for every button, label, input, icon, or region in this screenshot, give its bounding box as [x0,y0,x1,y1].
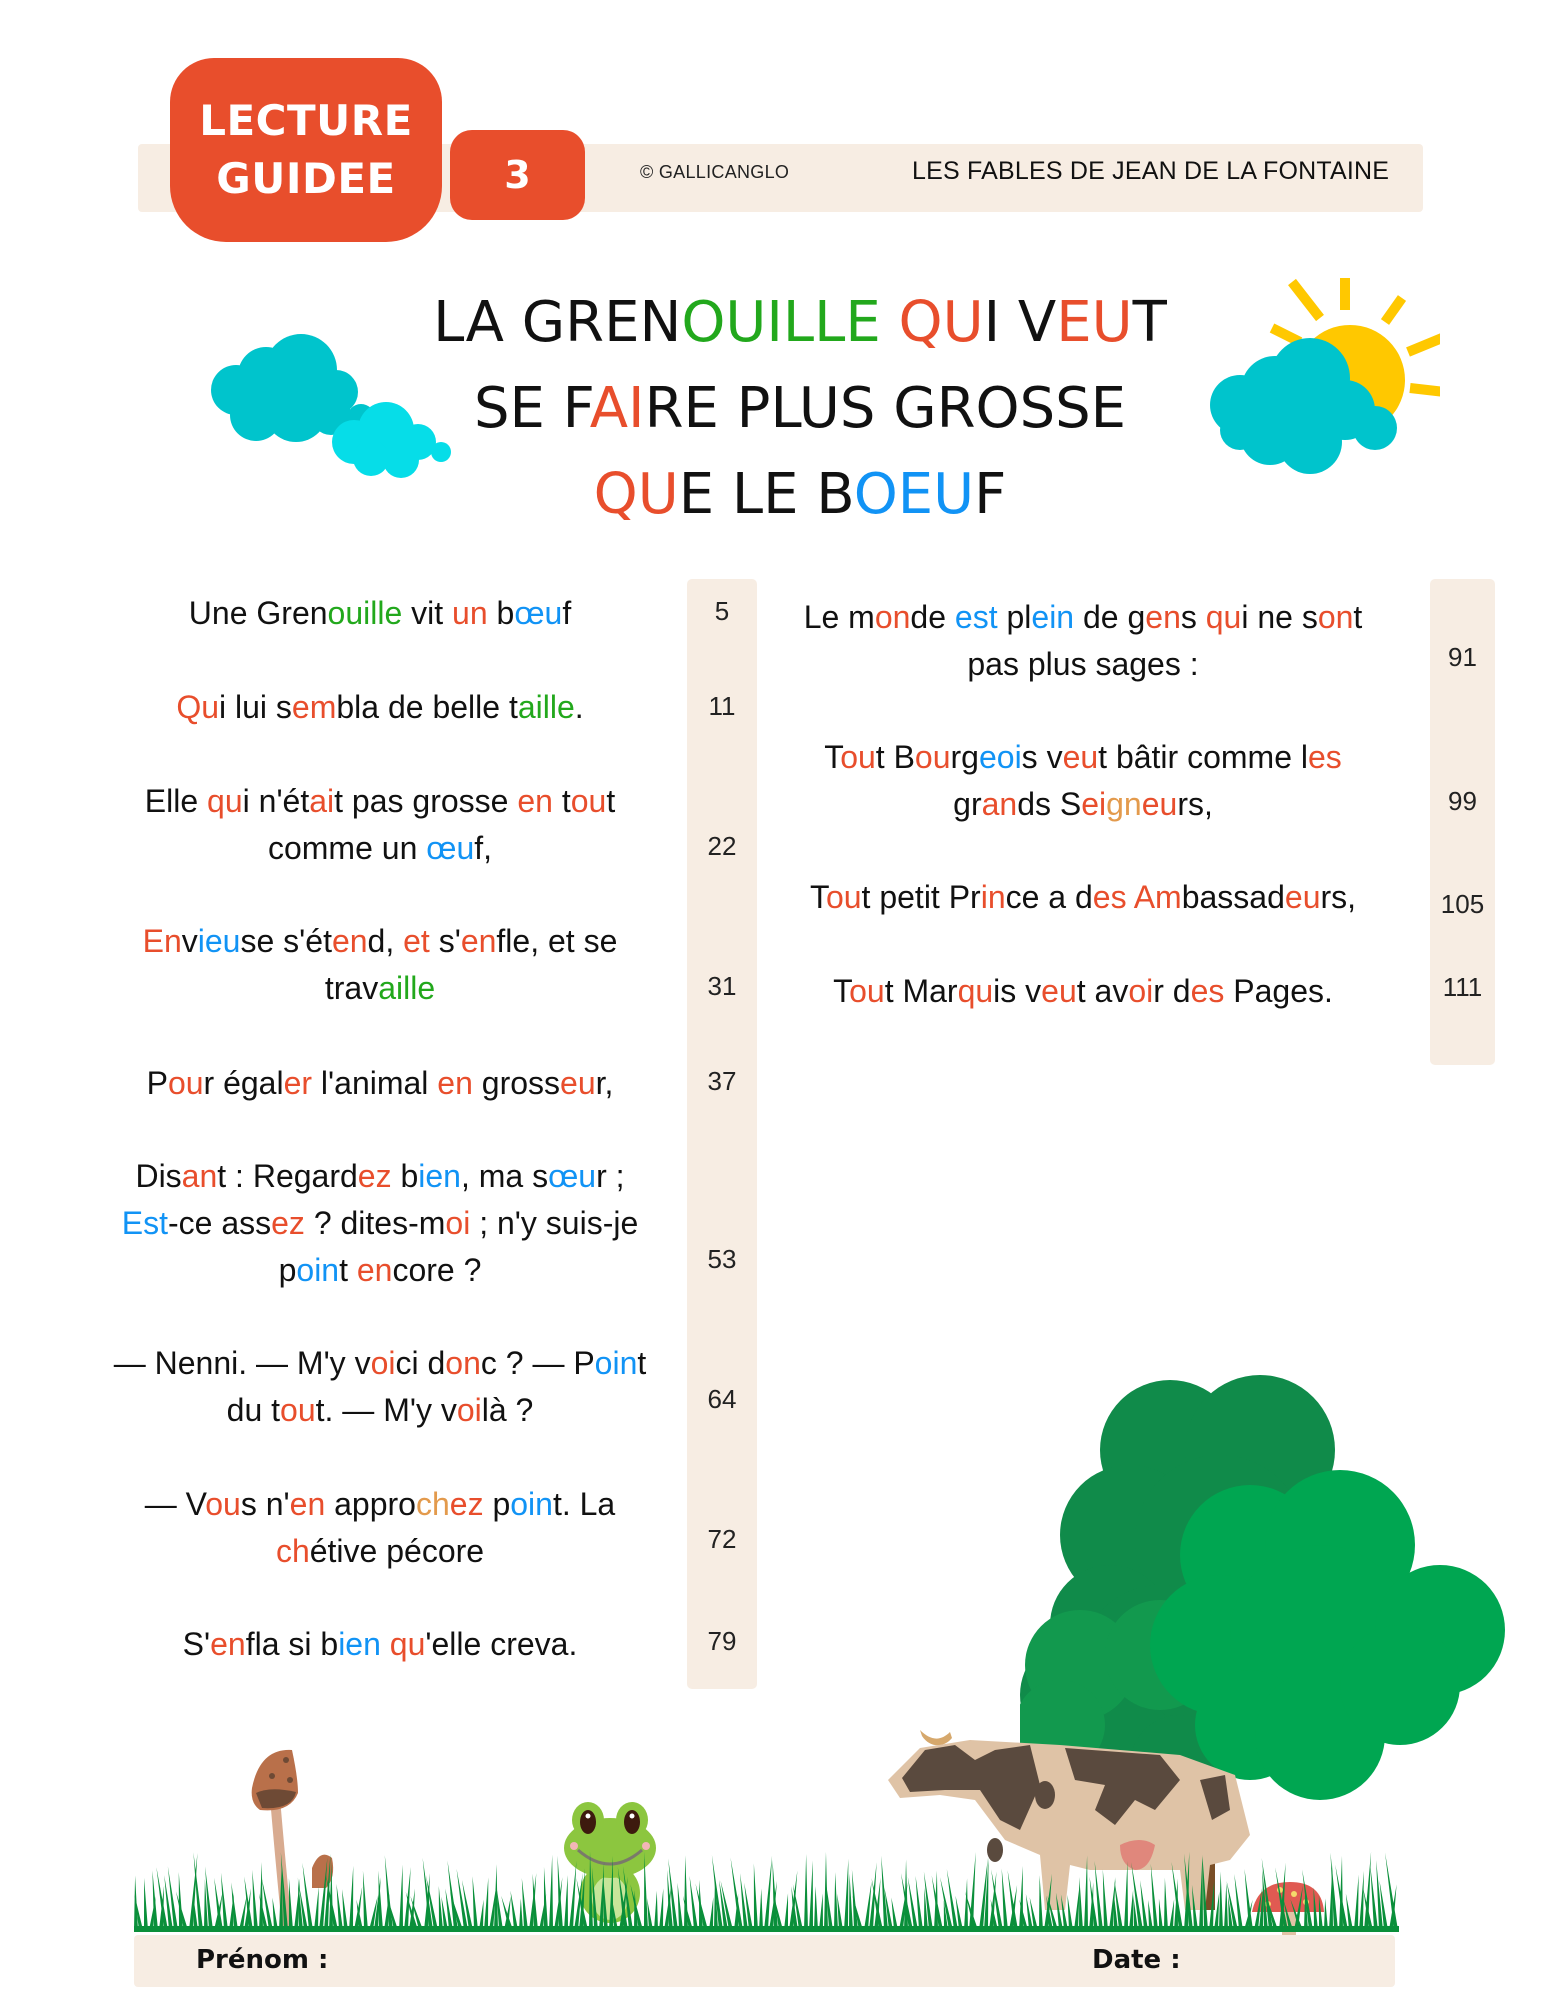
text-segment: T [809,879,826,915]
text-segment: , ma s [460,1158,549,1194]
text-segment: ce a d [1005,879,1093,915]
highlighted-sound: ei [1081,786,1107,822]
verse [80,1153,680,1294]
verse [763,874,1403,921]
highlighted-sound: er [283,1065,313,1101]
highlighted-sound: ou [825,879,862,915]
verse-line [763,734,1403,781]
highlighted-sound: eu [560,1065,596,1101]
badge-line-1: LECTURE [199,96,413,145]
text-segment: T [824,739,841,775]
highlighted-sound: QU [593,462,679,527]
text-segment: gross [472,1065,561,1101]
highlighted-sound: an [181,1158,218,1194]
highlighted-sound: qu [1205,599,1242,635]
highlighted-sound: ai [309,783,335,819]
verse-line [80,684,680,731]
verse [763,594,1403,688]
text-segment: -ce ass [167,1205,272,1241]
highlighted-sound: oin [510,1486,553,1522]
text-segment: E LE B [678,462,854,527]
word-count: 79 [707,1626,737,1656]
highlighted-sound: œu [426,830,475,866]
highlighted-sound: oi [370,1345,396,1381]
text-segment: ? dites-m [304,1205,446,1241]
word-count: 11 [708,691,736,721]
text-segment: t B [875,739,915,775]
text-segment: t bâtir comme l [1098,739,1308,775]
text-segment: F [974,462,1007,527]
text-segment: pas plus sages : [967,646,1199,682]
text-segment: se s'ét [240,923,332,959]
title-line-2 [300,366,1300,452]
text-segment: i n'ét [242,783,310,819]
text-segment: trav [324,970,379,1006]
highlighted-sound: eoi [978,739,1022,775]
text-segment: Dis [135,1158,182,1194]
highlighted-sound: en [210,1626,246,1662]
lesson-number: 3 [504,153,531,197]
highlighted-sound: gn [1106,786,1142,822]
highlighted-sound: ou [280,1392,316,1428]
text-segment: p [278,1252,297,1288]
text-segment: r ; [596,1158,625,1194]
text-segment: vit [402,595,453,631]
badge-line-2: GUIDEE [216,154,396,203]
highlighted-sound: qu [957,973,994,1009]
text-segment: ci d [395,1345,446,1381]
highlighted-sound: ch [275,1533,310,1569]
highlighted-sound: en [331,923,368,959]
verse [80,590,680,637]
highlighted-sound: eu [1041,973,1077,1009]
verse-line [763,781,1403,828]
word-count: 105 [1440,889,1485,919]
text-segment: t pas grosse [334,783,518,819]
text-segment: rs, [1177,786,1213,822]
highlighted-sound: en [1145,599,1181,635]
text-segment: — Nenni. — M'y v [113,1345,371,1381]
verse-line [80,1481,680,1528]
text-segment: comme un [267,830,427,866]
verse-line [763,594,1403,641]
highlighted-sound: QU [898,290,984,355]
text-segment: I V [983,290,1057,355]
verse-line [80,1340,680,1387]
text-segment: t [637,1345,647,1381]
title-line-3 [300,452,1300,538]
verse-line [80,1247,680,1294]
text-segment: Pages. [1224,973,1333,1009]
highlighted-sound: un [452,595,488,631]
highlighted-sound: oi [445,1205,471,1241]
text-segment: s [1180,599,1206,635]
highlighted-sound: en [356,1252,393,1288]
highlighted-sound: in [980,879,1006,915]
highlighted-sound: ch [415,1486,450,1522]
verse [80,778,680,872]
text-segment: f [562,595,572,631]
word-count: 5 [714,596,730,626]
text-segment: RE PLUS GROSSE [644,376,1127,441]
text-segment: r d [1153,973,1191,1009]
highlighted-sound: oin [296,1252,340,1288]
text-segment: s n' [240,1486,290,1522]
text-segment: i lui s [219,689,292,725]
first-name-label: Prénom : [196,1945,329,1975]
text-segment: S' [182,1626,211,1662]
text-segment: 'elle creva. [425,1626,578,1662]
highlighted-sound: on [445,1345,481,1381]
verse [80,1481,680,1575]
highlighted-sound: oi [456,1392,482,1428]
highlighted-sound: ein [1031,599,1075,635]
highlighted-sound: aille [378,970,436,1006]
text-segment: is v [993,973,1042,1009]
highlighted-sound: ez [449,1486,484,1522]
text-segment: SE F [473,376,590,441]
text-segment: r égal [203,1065,284,1101]
text-segment [381,1626,390,1662]
verse-line [80,918,680,965]
text-segment: s' [429,923,461,959]
verse-line [80,590,680,637]
text-segment: l'animal [312,1065,438,1101]
word-count: 72 [707,1524,737,1554]
highlighted-sound: oin [594,1345,638,1381]
text-segment: core ? [392,1252,482,1288]
highlighted-sound: qu [207,783,243,819]
verse-line [80,1200,680,1247]
highlighted-sound: ien [418,1158,461,1194]
text-segment: ds S [1017,786,1082,822]
verse-line [80,825,680,872]
text-segment [881,290,899,355]
text-segment: T [833,973,850,1009]
highlighted-sound: EU [1056,290,1133,355]
text-segment: t av [1076,973,1129,1009]
highlighted-sound: aille [517,689,575,725]
word-count: 31 [707,971,737,1001]
verse [763,734,1403,828]
highlighted-sound: en [460,923,497,959]
highlighted-sound: Est [121,1205,168,1241]
text-segment: v [181,923,198,959]
highlighted-sound: OUILLE [681,290,881,355]
series-title: LES FABLES DE JEAN DE LA FONTAINE [912,157,1390,185]
text-segment: LA GREN [433,290,682,355]
highlighted-sound: Qu [176,689,220,725]
highlighted-sound: œu [514,595,563,631]
highlighted-sound: ou [167,1065,204,1101]
text-segment: T [1132,290,1167,355]
word-count: 111 [1442,972,1483,1002]
highlighted-sound: ou [205,1486,241,1522]
text-segment: Le m [803,599,875,635]
highlighted-sound: ien [338,1626,381,1662]
verse [80,918,680,1012]
highlighted-sound: ou [840,739,876,775]
text-segment: bla de belle t [336,689,518,725]
text-segment: t [606,783,616,819]
text-segment: rg [950,739,979,775]
text-segment [1127,879,1134,915]
verse-line [80,1528,680,1575]
verse-line [80,965,680,1012]
verse-line [80,1153,680,1200]
text-segment: Elle [144,783,208,819]
highlighted-sound: est [954,599,998,635]
text-segment: i ne s [1241,599,1318,635]
highlighted-sound: ou [570,783,607,819]
verse-line [763,641,1403,688]
word-count: 22 [707,831,737,861]
word-count: 64 [707,1384,737,1414]
copyright-text: © GALLICANGLO [640,162,790,182]
text-segment: t Mar [884,973,958,1009]
highlighted-sound: es [1190,973,1225,1009]
word-count: 53 [707,1244,737,1274]
text-segment: c ? — P [480,1345,595,1381]
highlighted-sound: œu [548,1158,597,1194]
left-word-count-bar [687,579,757,1689]
highlighted-sound: oi [1128,973,1154,1009]
highlighted-sound: en [517,783,553,819]
verse-line [80,1060,680,1107]
verse-line [763,968,1403,1015]
text-segment: f, [474,830,493,866]
highlighted-sound: ez [357,1158,392,1194]
text-segment: fla si b [245,1626,339,1662]
highlighted-sound: eu [1062,739,1099,775]
highlighted-sound: ieu [197,923,241,959]
highlighted-sound: ou [914,739,951,775]
text-segment: là ? [481,1392,534,1428]
verse-line [80,778,680,825]
verse [80,1060,680,1107]
verse-line [763,874,1403,921]
word-count: 99 [1448,786,1477,816]
highlighted-sound: ouille [327,595,403,631]
text-segment: t : Regard [217,1158,358,1194]
text-segment: t [339,1252,357,1288]
highlighted-sound: et [403,923,430,959]
text-segment: b [487,595,515,631]
grass-strip [134,1850,1399,1932]
text-segment: rs, [1320,879,1357,915]
verse-line [80,1621,680,1668]
text-segment: t petit Pr [861,879,981,915]
text-segment: P [146,1065,168,1101]
highlighted-sound: an [981,786,1018,822]
highlighted-sound: ou [849,973,885,1009]
verse [80,1621,680,1668]
highlighted-sound: es [1307,739,1342,775]
fable-title [300,280,1300,538]
word-count: 91 [1448,642,1477,672]
verse-line [80,1387,680,1434]
text-segment: t. La [552,1486,616,1522]
highlighted-sound: ez [271,1205,305,1241]
text-segment: Une Gren [188,595,328,631]
highlighted-sound: en [437,1065,473,1101]
highlighted-sound: En [142,923,182,959]
lesson-number-badge [450,130,585,220]
text-segment: d, [367,923,404,959]
text-segment: étive pécore [309,1533,485,1569]
text-segment: appro [325,1486,416,1522]
text-segment: ; n'y suis-je [470,1205,639,1241]
highlighted-sound: eu [1141,786,1178,822]
text-segment: t. — M'y v [315,1392,457,1428]
text-segment: gr [953,786,982,822]
highlighted-sound: OEU [853,462,975,527]
highlighted-sound: on [874,599,911,635]
lecture-guidee-badge [170,58,442,242]
title-line-1 [300,280,1300,366]
verse [80,684,680,731]
highlighted-sound: eu [1284,879,1321,915]
highlighted-sound: en [289,1486,326,1522]
word-count: 37 [707,1066,737,1096]
text-segment: — V [144,1486,206,1522]
text-segment: pl [997,599,1032,635]
highlighted-sound: Am [1133,879,1182,915]
highlighted-sound: qu [389,1626,426,1662]
text-segment: bassad [1181,879,1285,915]
date-label: Date : [1092,1945,1181,1975]
text-segment: s v [1021,739,1063,775]
highlighted-sound: AI [589,376,645,441]
text-segment: t [1353,599,1363,635]
text-segment: de [910,599,955,635]
text-segment: t [552,783,571,819]
highlighted-sound: es [1092,879,1127,915]
text-segment: . [574,689,584,725]
highlighted-sound: on [1317,599,1354,635]
verse [80,1340,680,1434]
text-segment: du t [226,1392,281,1428]
text-segment: fle, et se [496,923,618,959]
text-segment: p [483,1486,511,1522]
highlighted-sound: em [291,689,337,725]
text-segment: de g [1074,599,1146,635]
text-segment: b [391,1158,419,1194]
verse [763,968,1403,1015]
text-segment: r, [595,1065,614,1101]
